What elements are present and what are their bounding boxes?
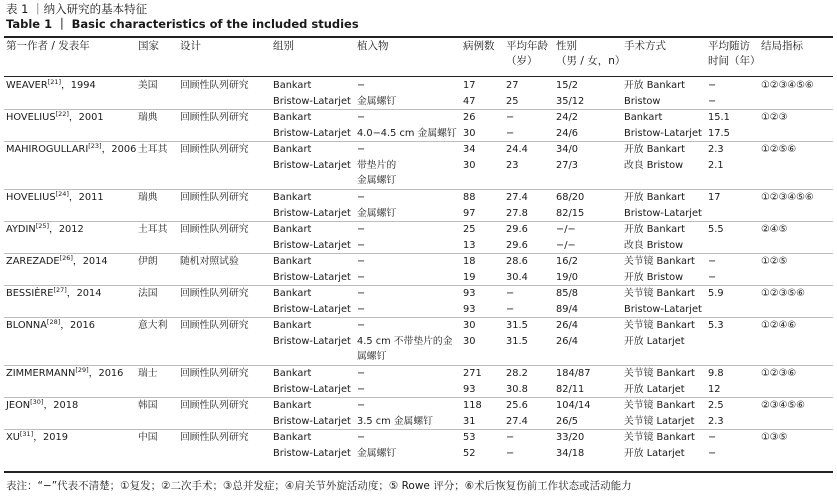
outcome-cell: ①②③ xyxy=(761,112,788,123)
first-author: XU xyxy=(6,432,20,443)
reference-number: [28] xyxy=(46,318,61,326)
country-cell: 伊朗 xyxy=(138,256,158,267)
author-year-cell xyxy=(6,430,68,445)
group-cell: Bristow-Latarjet xyxy=(273,96,351,107)
column-header-outcome: 结局指标 xyxy=(761,40,803,52)
first-author: BESSIÈRE xyxy=(6,288,54,299)
age-cell: − xyxy=(506,288,515,299)
age-cell: 29.6 xyxy=(506,224,528,235)
sex-cell: 82/15 xyxy=(556,208,585,219)
followup-cell: 5.9 xyxy=(708,288,724,299)
cases-cell: 47 xyxy=(463,96,476,107)
author-year-cell xyxy=(6,142,136,157)
implant-cell: − xyxy=(357,368,366,379)
age-cell: 31.5 xyxy=(506,336,528,347)
implant-cell: − xyxy=(357,192,366,203)
followup-cell: 17 xyxy=(708,192,721,203)
group-cell: Bankart xyxy=(273,80,312,91)
implant-cell: − xyxy=(357,112,366,123)
followup-cell: 15.1 xyxy=(708,112,730,123)
column-header-author: 第一作者 / 发表年 xyxy=(6,40,90,52)
implant-cell: 属螺钉 xyxy=(357,351,387,362)
group-cell: Bankart xyxy=(273,224,312,235)
surgery-cell: 改良 Bristow xyxy=(624,240,684,251)
cases-cell: 19 xyxy=(463,272,476,283)
surgery-cell: Bristow-Latarjet xyxy=(624,208,702,219)
column-header-followup: 平均随访 xyxy=(708,40,750,52)
cases-cell: 52 xyxy=(463,448,476,459)
author-year-cell xyxy=(6,110,104,125)
implant-cell: − xyxy=(357,224,366,235)
cases-cell: 30 xyxy=(463,160,476,171)
cases-cell: 53 xyxy=(463,432,476,443)
author-year-cell xyxy=(6,78,96,93)
reference-number: [24] xyxy=(55,190,69,198)
outcome-cell: ①②③④⑤⑥ xyxy=(761,80,814,91)
group-cell: Bankart xyxy=(273,368,312,379)
outcome-cell: ①②⑤⑥ xyxy=(761,144,797,155)
reference-number: [22] xyxy=(55,110,69,118)
implant-cell: − xyxy=(357,144,366,155)
surgery-cell: 关节镜 Bankart xyxy=(624,368,695,379)
sex-cell: 89/4 xyxy=(556,304,578,315)
first-author: WEAVER xyxy=(6,80,48,91)
reference-number: [29] xyxy=(75,366,89,374)
sex-cell: 26/4 xyxy=(556,336,578,347)
design-cell: 回顾性队列研究 xyxy=(180,400,249,411)
column-header-surgery: 手术方式 xyxy=(624,40,666,52)
column-header-implant: 植入物 xyxy=(357,40,389,52)
followup-cell: − xyxy=(708,432,717,443)
cases-cell: 271 xyxy=(463,368,482,379)
table-footnote: 表注：“−”代表不清楚；①复发；②二次手术；③总并发症；④肩关节外旋活动度；⑤ Rowe 评分；⑥术后恢复伤前工作状态或活动能力 xyxy=(6,480,632,492)
sex-cell: 19/0 xyxy=(556,272,578,283)
surgery-cell: 关节镜 Bankart xyxy=(624,400,695,411)
country-cell: 美国 xyxy=(138,80,158,91)
country-cell: 意大利 xyxy=(138,320,168,331)
country-cell: 瑞典 xyxy=(138,192,158,203)
age-cell: 24.4 xyxy=(506,144,528,155)
publication-year: ，2014 xyxy=(66,288,102,299)
country-cell: 中国 xyxy=(138,432,158,443)
bottom-rule xyxy=(4,471,833,473)
country-cell: 瑞士 xyxy=(138,368,158,379)
author-year-cell xyxy=(6,254,108,269)
age-cell: 25.6 xyxy=(506,400,528,411)
age-cell: 27.4 xyxy=(506,192,528,203)
cases-cell: 118 xyxy=(463,400,482,411)
group-cell: Bristow-Latarjet xyxy=(273,304,351,315)
sex-cell: 35/12 xyxy=(556,96,585,107)
country-cell: 法国 xyxy=(138,288,158,299)
sex-cell: 104/14 xyxy=(556,400,591,411)
implant-cell: − xyxy=(357,272,366,283)
implant-cell: 金属螺钉 xyxy=(357,208,397,219)
implant-cell: − xyxy=(357,288,366,299)
age-cell: 28.2 xyxy=(506,368,528,379)
age-cell: 23 xyxy=(506,160,519,171)
implant-cell: − xyxy=(357,400,366,411)
outcome-cell: ①②④⑥ xyxy=(761,320,797,331)
group-cell: Bankart xyxy=(273,400,312,411)
group-cell: Bristow-Latarjet xyxy=(273,336,351,347)
sex-cell: 27/3 xyxy=(556,160,578,171)
author-year-cell xyxy=(6,222,84,237)
surgery-cell: Bankart xyxy=(624,112,663,123)
outcome-cell: ①③⑤ xyxy=(761,432,788,443)
design-cell: 回顾性队列研究 xyxy=(180,432,249,443)
reference-number: [21] xyxy=(47,78,61,86)
design-cell: 回顾性队列研究 xyxy=(180,80,249,91)
reference-number: [23] xyxy=(88,142,102,150)
first-author: AYDIN xyxy=(6,224,36,235)
surgery-cell: 关节镜 Bankart xyxy=(624,432,695,443)
design-cell: 回顾性队列研究 xyxy=(180,368,249,379)
sex-cell: 184/87 xyxy=(556,368,591,379)
surgery-cell: Bristow xyxy=(624,96,661,107)
age-cell: 27 xyxy=(506,80,519,91)
followup-cell: − xyxy=(708,80,717,91)
followup-cell: 2.1 xyxy=(708,160,724,171)
column-header-age: 平均年龄 xyxy=(506,40,548,52)
author-year-cell xyxy=(6,398,78,413)
group-cell: Bristow-Latarjet xyxy=(273,208,351,219)
publication-year: ，2018 xyxy=(43,400,79,411)
surgery-cell: 关节镜 Bankart xyxy=(624,320,695,331)
author-year-cell xyxy=(6,366,123,381)
cases-cell: 30 xyxy=(463,336,476,347)
sex-cell: 16/2 xyxy=(556,256,578,267)
group-cell: Bankart xyxy=(273,288,312,299)
cases-cell: 97 xyxy=(463,208,476,219)
followup-cell: − xyxy=(708,272,717,283)
first-author: HOVELIUS xyxy=(6,192,56,203)
outcome-cell: ①②③④⑤⑥ xyxy=(761,192,814,203)
surgery-cell: 关节镜 Bankart xyxy=(624,288,695,299)
outcome-cell: ②③④⑤⑥ xyxy=(761,400,805,411)
column-header-group: 组别 xyxy=(273,40,294,52)
age-cell: 29.6 xyxy=(506,240,528,251)
surgery-cell: 关节镜 Bankart xyxy=(624,256,695,267)
reference-number: [31] xyxy=(19,430,34,438)
cases-cell: 31 xyxy=(463,416,476,427)
cases-cell: 13 xyxy=(463,240,476,251)
implant-cell: 带垫片的 xyxy=(357,160,397,171)
sex-cell: 82/11 xyxy=(556,384,585,395)
age-cell: − xyxy=(506,128,515,139)
age-cell: − xyxy=(506,448,515,459)
cases-cell: 88 xyxy=(463,192,476,203)
group-cell: Bankart xyxy=(273,256,312,267)
table-header xyxy=(0,39,837,75)
cases-cell: 93 xyxy=(463,304,476,315)
surgery-cell: 开放 Bankart xyxy=(624,80,686,91)
publication-year: ，2011 xyxy=(68,192,104,203)
group-cell: Bankart xyxy=(273,192,312,203)
implant-cell: − xyxy=(357,256,366,267)
implant-cell: − xyxy=(357,80,366,91)
design-cell: 回顾性队列研究 xyxy=(180,192,249,203)
implant-cell: 4.5 cm 不带垫片的金 xyxy=(357,336,453,347)
surgery-cell: 开放 Latarjet xyxy=(624,384,685,395)
cases-cell: 18 xyxy=(463,256,476,267)
implant-cell: − xyxy=(357,240,366,251)
top-rule xyxy=(4,36,833,38)
cases-cell: 17 xyxy=(463,80,476,91)
implant-cell: 金属螺钉 xyxy=(357,448,397,459)
author-year-cell xyxy=(6,286,102,301)
reference-number: [27] xyxy=(53,286,67,294)
reference-number: [30] xyxy=(30,398,44,406)
followup-cell: 2.3 xyxy=(708,416,724,427)
surgery-cell: 开放 Bristow xyxy=(624,272,684,283)
first-author: BLONNA xyxy=(6,320,47,331)
group-cell: Bristow-Latarjet xyxy=(273,384,351,395)
cases-cell: 34 xyxy=(463,144,476,155)
column-header-sex: （男 / 女，n） xyxy=(556,55,626,67)
followup-cell: 17.5 xyxy=(708,128,730,139)
group-cell: Bristow-Latarjet xyxy=(273,448,351,459)
age-cell: 30.4 xyxy=(506,272,528,283)
column-header-cases: 病例数 xyxy=(463,40,495,52)
sex-cell: −/− xyxy=(556,224,576,235)
followup-cell: 2.3 xyxy=(708,144,724,155)
surgery-cell: Bristow-Latarjet xyxy=(624,128,702,139)
sex-cell: 34/0 xyxy=(556,144,578,155)
implant-cell: 金属螺钉 xyxy=(357,175,397,186)
outcome-cell: ①②③⑤⑥ xyxy=(761,288,805,299)
cases-cell: 30 xyxy=(463,128,476,139)
age-cell: − xyxy=(506,112,515,123)
country-cell: 瑞典 xyxy=(138,112,158,123)
sex-cell: 24/2 xyxy=(556,112,578,123)
group-cell: Bristow-Latarjet xyxy=(273,160,351,171)
surgery-cell: 开放 Latarjet xyxy=(624,336,685,347)
caption-chinese: 表 1 ｜纳入研究的基本特征 xyxy=(6,2,148,16)
country-cell: 土耳其 xyxy=(138,144,168,155)
surgery-cell: 改良 Bristow xyxy=(624,160,684,171)
design-cell: 回顾性队列研究 xyxy=(180,144,249,155)
design-cell: 回顾性队列研究 xyxy=(180,288,249,299)
followup-cell: 5.3 xyxy=(708,320,724,331)
publication-year: ，2006 xyxy=(101,144,137,155)
reference-number: [25] xyxy=(35,222,50,230)
cases-cell: 26 xyxy=(463,112,476,123)
first-author: MAHIROGULLARI xyxy=(6,144,89,155)
column-header-sex: 性别 xyxy=(556,40,577,52)
design-cell: 回顾性队列研究 xyxy=(180,224,249,235)
country-cell: 韩国 xyxy=(138,400,158,411)
design-cell: 回顾性队列研究 xyxy=(180,320,249,331)
design-cell: 随机对照试验 xyxy=(180,256,239,267)
implant-cell: 金属螺钉 xyxy=(357,96,397,107)
age-cell: 25 xyxy=(506,96,519,107)
sex-cell: 33/20 xyxy=(556,432,585,443)
group-cell: Bankart xyxy=(273,432,312,443)
cases-cell: 93 xyxy=(463,384,476,395)
sex-cell: 68/20 xyxy=(556,192,585,203)
sex-cell: 24/6 xyxy=(556,128,578,139)
publication-year: ，1994 xyxy=(61,80,96,91)
first-author: HOVELIUS xyxy=(6,112,56,123)
followup-cell: 12 xyxy=(708,384,721,395)
publication-year: ，2016 xyxy=(88,368,124,379)
sex-cell: 26/4 xyxy=(556,320,578,331)
column-header-design: 设计 xyxy=(180,40,201,52)
column-header-country: 国家 xyxy=(138,40,159,52)
group-cell: Bankart xyxy=(273,320,312,331)
implant-cell: − xyxy=(357,320,366,331)
group-cell: Bristow-Latarjet xyxy=(273,128,351,139)
age-cell: − xyxy=(506,304,515,315)
implant-cell: 3.5 cm 金属螺钉 xyxy=(357,416,433,427)
age-cell: 31.5 xyxy=(506,320,528,331)
column-header-followup: 时间（年） xyxy=(708,55,761,67)
implant-cell: − xyxy=(357,384,366,395)
cases-cell: 30 xyxy=(463,320,476,331)
followup-cell: 2.5 xyxy=(708,400,724,411)
surgery-cell: 开放 Bankart xyxy=(624,144,686,155)
age-cell: 27.8 xyxy=(506,208,528,219)
author-year-cell xyxy=(6,190,104,205)
outcome-cell: ②④⑤ xyxy=(761,224,788,235)
sex-cell: 34/18 xyxy=(556,448,585,459)
surgery-cell: 关节镜 Latarjet xyxy=(624,416,695,427)
sex-cell: 85/8 xyxy=(556,288,578,299)
design-cell: 回顾性队列研究 xyxy=(180,112,249,123)
implant-cell: 4.0−4.5 cm 金属螺钉 xyxy=(357,128,457,139)
followup-cell: 9.8 xyxy=(708,368,724,379)
followup-cell: − xyxy=(708,448,717,459)
age-cell: 30.8 xyxy=(506,384,528,395)
reference-number: [26] xyxy=(59,254,73,262)
surgery-cell: 开放 Bankart xyxy=(624,192,686,203)
publication-year: ，2016 xyxy=(60,320,95,331)
group-cell: Bankart xyxy=(273,112,312,123)
group-cell: Bristow-Latarjet xyxy=(273,240,351,251)
implant-cell: − xyxy=(357,304,366,315)
first-author: ZAREZADE xyxy=(6,256,60,267)
followup-cell: 5.5 xyxy=(708,224,724,235)
first-author: ZIMMERMANN xyxy=(6,368,76,379)
sex-cell: 26/5 xyxy=(556,416,578,427)
caption-english: Table 1 ｜ Basic characteristics of the included studies xyxy=(6,17,359,31)
publication-year: ，2012 xyxy=(49,224,84,235)
surgery-cell: 开放 Bankart xyxy=(624,224,686,235)
surgery-cell: 开放 Latarjet xyxy=(624,448,685,459)
outcome-cell: ①②③⑥ xyxy=(761,368,797,379)
cases-cell: 93 xyxy=(463,288,476,299)
publication-year: ，2001 xyxy=(68,112,104,123)
sex-cell: 15/2 xyxy=(556,80,578,91)
publication-year: ，2014 xyxy=(72,256,108,267)
followup-cell: − xyxy=(708,96,717,107)
sex-cell: −/− xyxy=(556,240,576,251)
author-year-cell xyxy=(6,318,95,333)
group-cell: Bristow-Latarjet xyxy=(273,416,351,427)
age-cell: 27.4 xyxy=(506,416,528,427)
implant-cell: − xyxy=(357,432,366,443)
publication-year: ，2019 xyxy=(33,432,68,443)
column-header-age: （岁） xyxy=(506,55,538,67)
age-cell: − xyxy=(506,432,515,443)
table-body xyxy=(0,78,837,470)
first-author: JEON xyxy=(6,400,31,411)
age-cell: 28.6 xyxy=(506,256,528,267)
group-cell: Bristow-Latarjet xyxy=(273,272,351,283)
header-rule xyxy=(4,76,833,77)
group-cell: Bankart xyxy=(273,144,312,155)
cases-cell: 25 xyxy=(463,224,476,235)
followup-cell: − xyxy=(708,256,717,267)
country-cell: 土耳其 xyxy=(138,224,168,235)
surgery-cell: Bristow-Latarjet xyxy=(624,304,702,315)
outcome-cell: ①②⑤ xyxy=(761,256,788,267)
